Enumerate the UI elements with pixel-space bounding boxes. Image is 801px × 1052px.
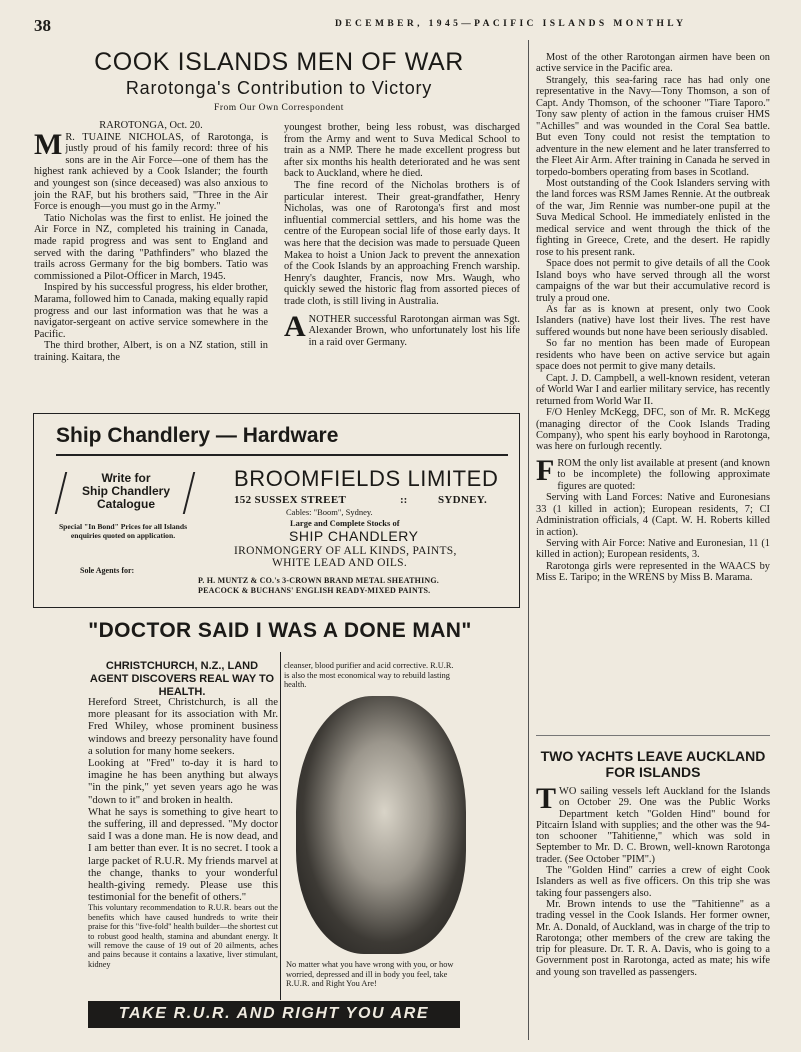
article2-body <box>536 782 770 978</box>
large-complete-stocks: Large and Complete Stocks of <box>290 518 400 528</box>
rur-slogan-banner <box>88 1001 460 1028</box>
paragraph: Most outstanding of the Cook Islanders serving with the land forces was RSM James Rennie. At the outbreak of the war, Jim Rennie was number-one pupil at the Suva Medical School. He immediately enlisted in the medical service and went through the thick of the fighting in Greece, Crete, and the desert. He rapidly rose to his present rank. <box>536 177 770 258</box>
company-name: BROOMFIELDS LIMITED <box>234 466 499 491</box>
chandlery-ad <box>33 413 520 608</box>
rur-caption-top: cleanser, blood purifier and acid corrective. R.U.R. is also the most economical way to rebuild lasting health. <box>284 661 454 689</box>
article-column-3 <box>536 52 770 584</box>
paragraph: WO sailing vessels left Auckland for the Islands on October 29. One was the Public Works Department ketch "Golden Hind" bound for Pitcairn Island with supplies; and the other was the 94-ton schooner "Tahitienne," which was sold in September to Mr. D. C. Brown, well-known Rarotonga trader. (See October "PIM".) <box>536 786 770 865</box>
drop-cap: T <box>536 782 557 815</box>
street-address: 152 SUSSEX STREET <box>234 494 347 506</box>
paragraph: The "Golden Hind" carries a crew of eight Cook Islanders as well as five officers. On this trip she was taking four passengers also. <box>536 865 770 899</box>
ship-chandlery-heading: SHIP CHANDLERY <box>289 528 419 544</box>
rur-caption-bottom: No matter what you have wrong with you, or how worried, depressed and ill in body you feel, take R.U.R. and Right You Are! <box>286 960 454 989</box>
paragraph: What he says is something to give heart to the suffering, ill and depressed. "My doctor said I was a done man. He is now dead, and I am better than ever. It is no secret. I took a large packet of R.U.R. My friends marvel at the change, thanks to your wonderful health-giving remedy. Please use this testimonial for the benefit of others." <box>88 805 278 904</box>
rur-headline: "DOCTOR SAID I WAS A DONE MAN" <box>88 619 472 642</box>
paragraph: Most of the other Rarotongan airmen have been on active service in the Pacific area. <box>536 52 770 75</box>
paragraph: youngest brother, being less robust, was discharged from the Army and went to Suva Medical School to train as a NMP. There he made excellent progress but after six months his health deteriorated and he was sent back to Auckland, where he died. <box>284 122 520 180</box>
paragraph: As far as is known at present, only two Cook Islanders (native) have lost their lives. The rest have suffered wounds but none have been seriously disabled. <box>536 303 770 338</box>
paragraph: Mr. Brown intends to use the "Tahitienne" as a trading vessel in the Cook Islands. Her former owner, Mr. A. Donald, of Auckland, was in charge of the trip to Rarotonga; other members of the crew are taking the trip for pleasure. Dr. T. R. A. Davis, who is going to a Government post in Rarotonga, acted as mate; his wife and young son travelled as passengers. <box>536 898 770 978</box>
catalogue-label: Catalogue <box>96 497 155 511</box>
agent-line-1: P. H. MUNTZ & CO.'s 3-CROWN BRAND METAL SHEATHING. <box>198 576 439 585</box>
paragraph: Strangely, this sea-faring race has had only one representative in the Navy—Tony Thomson, a son of Capt. Andy Thomson, of the schooner "Tiare Taporo." Tony saw plenty of action in the famous cruiser HMS "Achilles" and was wounded in the Coral Sea battle. But even Tony could not resist the temptation to adventure in the new element and he later transferred to the Fleet Air Arm. After training in Canada he served in torpedo-bombers operating from bases in Scotland. <box>536 74 770 178</box>
drop-cap: M <box>34 127 63 161</box>
paragraph: Space does not permit to give details of all the Cook Island boys who have served through all the worst campaigns of the war but their accumulative record is truly a proud one. <box>536 258 770 304</box>
paragraph: So far no mention has been made of European residents who have been on active service but again space does not permit to give many details. <box>536 338 770 373</box>
paragraph: The fine record of the Nicholas brothers is of particular interest. Their great-grandfather, Henry Nicholas, was one of Rarotonga's first and most influential commercial settlers, and his home was the centre of the European social life of those early days. It was here that the decision was made to persuade Queen Makea to hoist a Union Jack to prevent the annexation of the Cook Islands by an approaching French warship. Henry's daughter, Francis, now Mrs. Waugh, who quickly sewed the historic flag from assorted pieces of trade cloth, is still living in Australia. <box>284 179 520 307</box>
article-subtitle: Rarotonga's Contribution to Victory <box>125 78 433 98</box>
paragraph: Inspired by his successful progress, his elder brother, Marama, followed him to Canada, making equally rapid progress and our last information was that he was a navigator-sergeant on active service somewhere in the Pacific. <box>34 282 268 340</box>
article-column-1 <box>34 120 268 363</box>
running-head: DECEMBER, 1945—PACIFIC ISLANDS MONTHLY <box>335 19 687 29</box>
ironmongery: IRONMONGERY OF ALL KINDS, PAINTS, <box>234 545 457 557</box>
paragraph: Serving with Air Force: Native and Euronesian, 11 (1 killed in action); European residents, 3. <box>536 538 770 561</box>
sole-agents: Sole Agents for: <box>80 566 135 575</box>
write-for: Write for <box>101 471 151 485</box>
byline: From Our Own Correspondent <box>214 103 344 113</box>
rur-body <box>88 696 278 969</box>
paragraph: This voluntary recommendation to R.U.R. bears out the benefits which have caused hundreds to write their praise for this "five-fold" health builder—the shortest cut to robust good health, stamina and abundant energy. It will remove the cause of 19 out of 20 ailments, aches and pains because it contains a laxative, liver stimulant, kidney <box>88 903 278 969</box>
special-prices: Special "In Bond" Prices for all Islands enquiries quoted on application. <box>58 522 188 540</box>
page-number: 38 <box>34 16 51 35</box>
ship-chandlery-label: Ship Chandlery <box>81 484 170 498</box>
white-lead: WHITE LEAD AND OILS. <box>272 557 408 569</box>
rur-slogan: TAKE R.U.R. AND RIGHT YOU ARE <box>118 1005 430 1022</box>
address-separator: :: <box>400 494 408 506</box>
paragraph: Serving with Land Forces: Native and Euronesians 33 (1 killed in action); European residents, 7; CI Administration officials, 4 (Capt. W. H. Roberts killed in action). <box>536 492 770 538</box>
paragraph: Rarotonga girls were represented in the WAACS by Miss E. Taripo; in the WRENS by Miss B. Marama. <box>536 560 770 584</box>
cables: Cables: "Boom", Sydney. <box>286 507 373 517</box>
catalogue-callout[interactable] <box>60 472 200 512</box>
chandlery-ad-heading: Ship Chandlery — Hardware <box>56 424 339 447</box>
drop-cap: F <box>536 453 555 487</box>
paragraph: Hereford Street, Christchurch, is all the more pleasant for its association with Mr. Fred Whiley, whose prominent business windows and breezy personality have found a solution for many home seekers. <box>88 696 278 757</box>
article2-title: TWO YACHTS LEAVE AUCKLAND FOR ISLANDS <box>540 748 766 780</box>
paragraph: Tatio Nicholas was the first to enlist. He joined the Air Force in NZ, completed his training in Canada, made rapid progress and was sent to England and served with the daring "Pathfinders" who blazed the trails across Germany for the big bombers. Tatio was commissioned a Pilot-Officer in March, 1945. <box>34 212 268 282</box>
agent-line-2: PEACOCK & BUCHANS' ENGLISH READY-MIXED PAINTS. <box>198 586 431 595</box>
rur-subhead: CHRISTCHURCH, N.Z., LAND AGENT DISCOVERS REAL WAY TO HEALTH. <box>89 660 275 698</box>
paragraph: R. TUAINE NICHOLAS, of Rarotonga, is justly proud of his family record: three of his sons are in the Air Force—one of them has the highest rank achieved by a Cook Islander; the fourth and youngest son (since deceased) was also anxious to join the RAF, but his brothers said, "Three in the Air Force is enough—you must go in the Army." <box>34 131 268 213</box>
dateline: RAROTONGA, Oct. 20. <box>99 120 203 131</box>
paragraph: NOTHER successful Rarotongan airman was Sgt. Alexander Brown, who unfortunately lost his life in a raid over Germany. <box>308 313 520 348</box>
paragraph: Looking at "Fred" to-day it is hard to imagine he has been anything but always "in the pink," yet seven years ago he was "down to it" and broken in health. <box>88 757 278 806</box>
article-title: COOK ISLANDS MEN OF WAR <box>94 48 464 76</box>
drop-cap: A <box>284 309 306 343</box>
article-column-2 <box>284 122 520 348</box>
paragraph: ROM the only list available at present (and known to be incomplete) the following approximate figures are quoted: <box>557 457 770 492</box>
paragraph: The third brother, Albert, is on a NZ station, still in training. Kaitara, the <box>34 340 268 363</box>
paragraph: F/O Henley McKegg, DFC, son of Mr. R. McKegg (managing director of the Cook Islands Trading Company), who spent his early boyhood in Rarotonga, was here on furlough recently. <box>536 407 770 453</box>
portrait-photo <box>296 696 466 954</box>
city: SYDNEY. <box>438 494 488 506</box>
paragraph: Capt. J. D. Campbell, a well-known resident, veteran of World War I and earlier military service, has recently returned from World War II. <box>536 372 770 407</box>
